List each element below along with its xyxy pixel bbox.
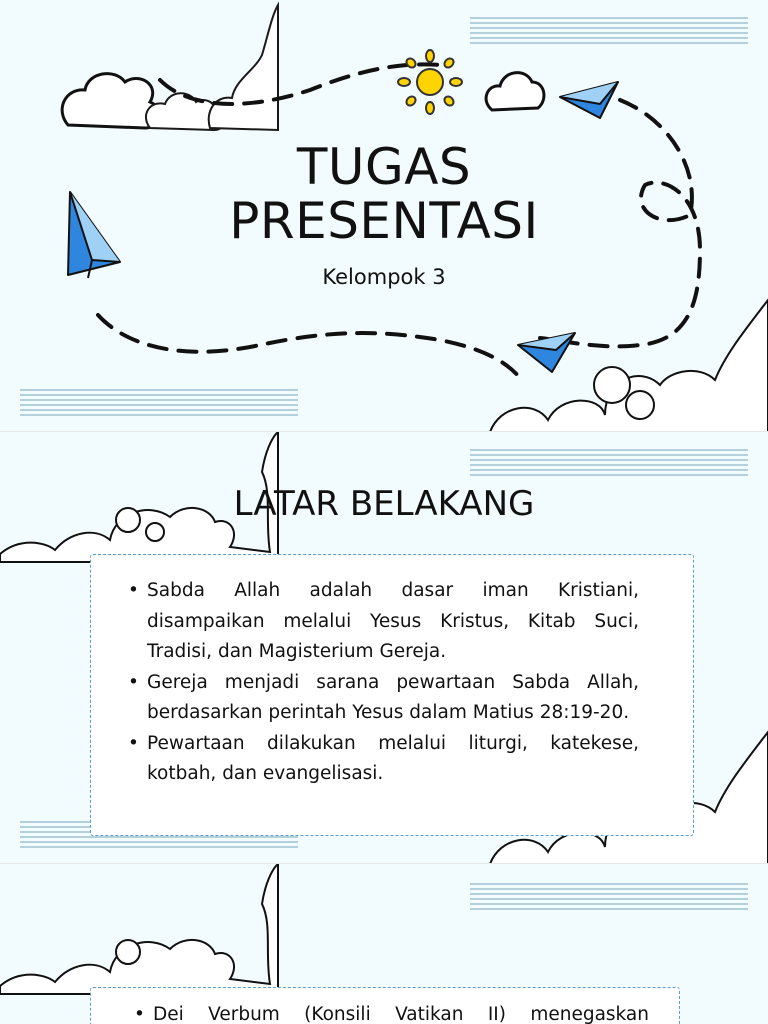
sun-icon <box>398 50 462 114</box>
paper-plane-icon <box>560 82 618 118</box>
subtitle: Kelompok 3 <box>322 265 446 289</box>
bullet-list <box>125 576 639 790</box>
title-line-1: TUGAS <box>296 138 472 196</box>
section-title: LATAR BELAKANG <box>233 484 535 524</box>
slide-title <box>0 0 768 432</box>
list-item: • Dei Verbum (Konsili Vatikan II) menegaskan <box>131 1000 649 1024</box>
flight-path <box>98 315 520 378</box>
list-item: • Sabda Allah adalah dasar iman Kristiani, disampaikan melalui Yesus Kristus, Kitab Suci, Tradisi, dan Magisterium Gereja. <box>125 576 639 668</box>
cloud-icon <box>146 5 278 130</box>
cloud-icon <box>0 864 278 994</box>
stripe-lines <box>470 18 748 43</box>
list-item: • Pewartaan dilakukan melalui liturgi, katekese, kotbah, dan evangelisasi. <box>125 729 639 790</box>
cloud-icon <box>486 73 544 110</box>
title-line-2: PRESENTASI <box>229 192 539 250</box>
content-box <box>90 554 694 836</box>
cloud-icon <box>62 74 159 128</box>
cloud-icon <box>490 300 768 432</box>
bullet-list <box>131 1000 649 1024</box>
stripe-lines <box>470 450 748 475</box>
list-item: • Gereja menjadi sarana pewartaan Sabda Allah, berdasarkan perintah Yesus dalam Matius 28:19-20. <box>125 668 639 729</box>
stripe-lines <box>20 390 298 415</box>
paper-plane-icon <box>518 333 575 372</box>
content-box <box>90 987 680 1024</box>
stripe-lines <box>470 884 748 909</box>
slide-latar-belakang <box>0 432 768 864</box>
slide-partial <box>0 864 768 1024</box>
